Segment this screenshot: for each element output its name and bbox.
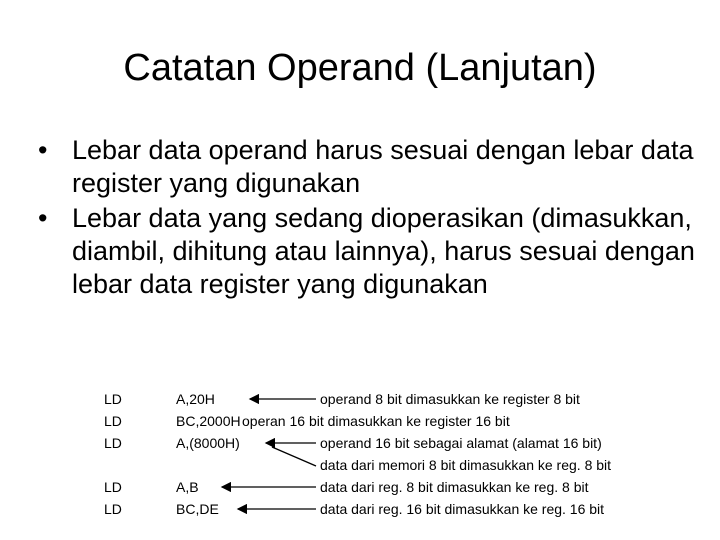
operand: BC,2000H [176, 413, 241, 429]
bullet-text: Lebar data operand harus sesuai dengan lebar data register yang digunakan [72, 135, 694, 198]
operand: A,B [176, 479, 199, 495]
explanation: data dari reg. 8 bit dimasukkan ke reg. 8 bit [320, 479, 589, 495]
explanation: operand 8 bit dimasukkan ke register 8 bit [320, 391, 580, 407]
mnemonic: LD [104, 391, 122, 407]
explanation: operan 16 bit dimasukkan ke register 16 bit [242, 413, 510, 429]
operand: A,(8000H) [176, 435, 240, 451]
mnemonic: LD [104, 435, 122, 451]
bullet-marker: • [38, 203, 48, 233]
bullet-marker: • [38, 135, 48, 165]
mnemonic: LD [104, 413, 122, 429]
slide-title: Catatan Operand (Lanjutan) [123, 47, 597, 89]
operand: BC,DE [176, 501, 219, 517]
explanation: data dari reg. 16 bit dimasukkan ke reg. 16 bit [320, 501, 605, 517]
explanation: operand 16 bit sebagai alamat (alamat 16 bit) [320, 435, 602, 451]
explanation: data dari memori 8 bit dimasukkan ke reg. 8 bit [320, 457, 612, 473]
bullet-text: Lebar data yang sedang dioperasikan (dimasukkan, diambil, dihitung atau lainnya), harus sesuai dengan lebar data register yang digunakan [72, 203, 695, 299]
mnemonic: LD [104, 479, 122, 495]
connector-line [272, 447, 316, 466]
operand: A,20H [176, 391, 215, 407]
mnemonic: LD [104, 501, 122, 517]
